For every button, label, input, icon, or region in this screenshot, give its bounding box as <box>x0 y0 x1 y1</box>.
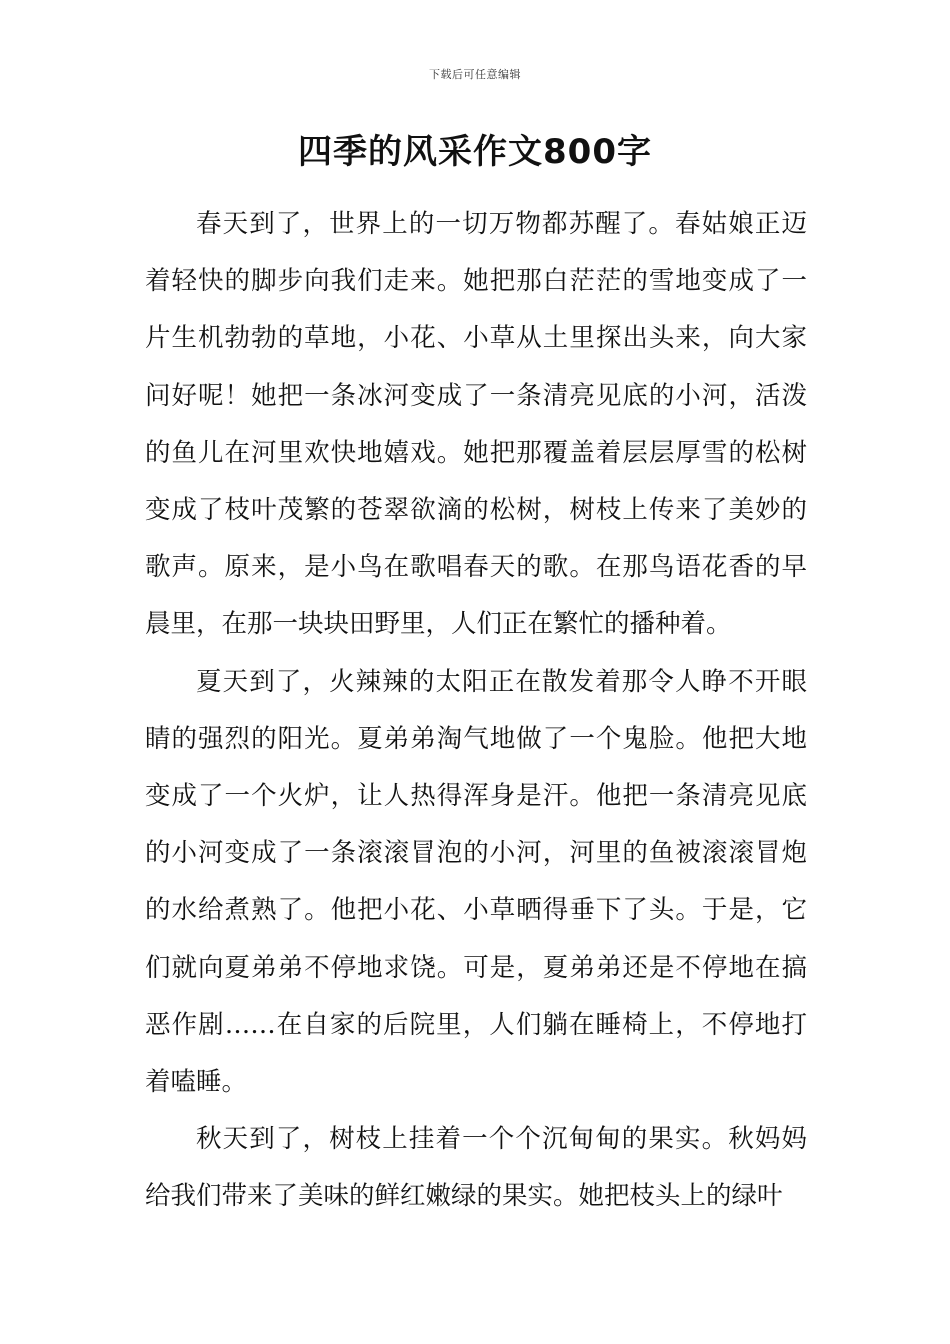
header-note: 下载后可任意编辑 <box>429 68 521 81</box>
paragraph-autumn: 秋天到了，树枝上挂着一个个沉甸甸的果实。秋妈妈给我们带来了美味的鲜红嫩绿的果实。她把枝头上的绿叶 <box>145 1124 807 1212</box>
page-title: 四季的风采作文800字 <box>298 132 652 172</box>
document-body <box>145 196 807 1226</box>
paragraph-summer: 夏天到了，火辣辣的太阳正在散发着那令人睁不开眼睛的强烈的阳光。夏弟弟淘气地做了一个鬼脸。他把大地变成了一个火炉，让人热得浑身是汗。他把一条清亮见底的小河变成了一条滚滚冒泡的小河，河里的鱼被滚滚冒炮的水给煮熟了。他把小花、小草晒得垂下了头。于是，它们就向夏弟弟不停地求饶。可是，夏弟弟还是不停地在搞恶作剧……在自家的后院里，人们躺在睡椅上，不停地打着嗑睡。 <box>145 666 807 1098</box>
paragraph-spring: 春天到了，世界上的一切万物都苏醒了。春姑娘正迈着轻快的脚步向我们走来。她把那白茫茫的雪地变成了一片生机勃勃的草地，小花、小草从土里探出头来，向大家问好呢！她把一条冰河变成了一条清亮见底的小河，活泼的鱼儿在河里欢快地嬉戏。她把那覆盖着层层厚雪的松树变成了枝叶茂繁的苍翠欲滴的松树，树枝上传来了美妙的歌声。原来，是小鸟在歌唱春天的歌。在那鸟语花香的早晨里，在那一块块田野里，人们正在繁忙的播种着。 <box>145 209 807 640</box>
